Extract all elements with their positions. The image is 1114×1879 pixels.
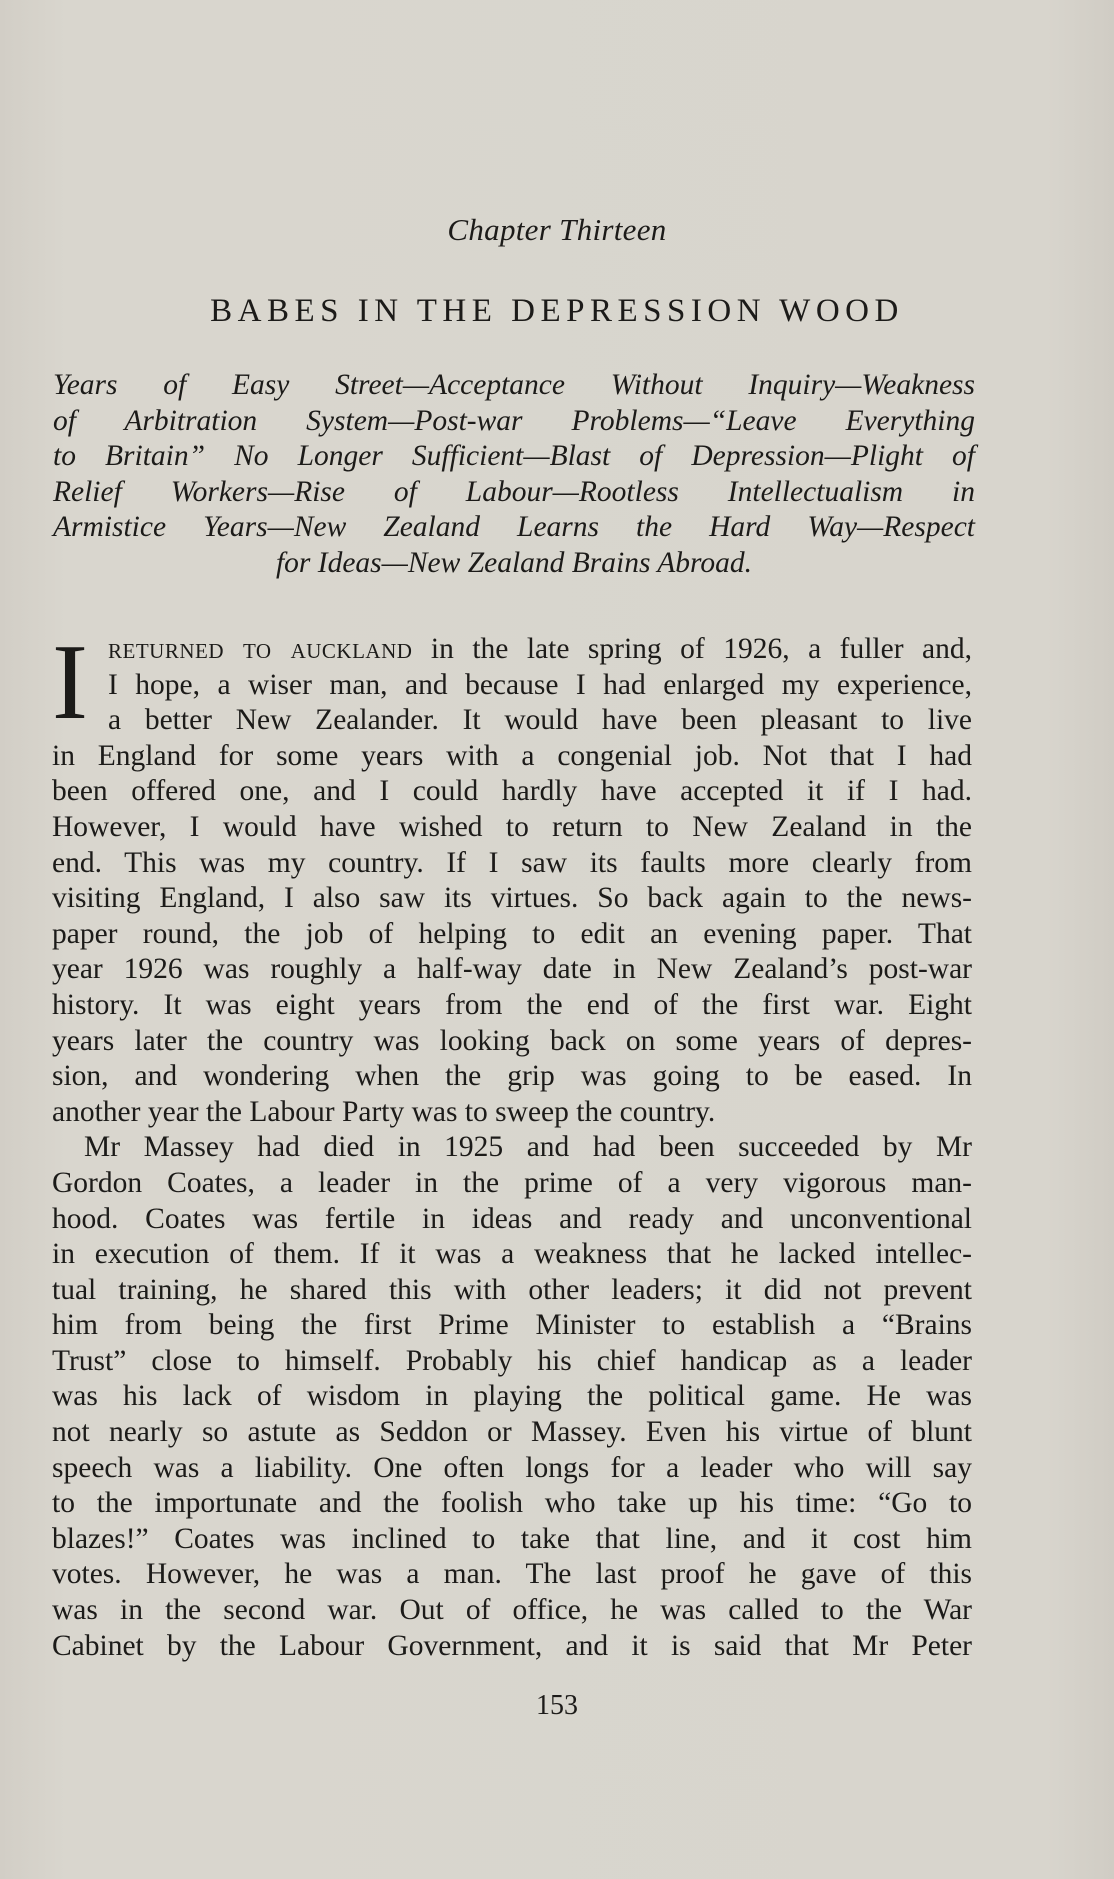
- paragraph-line: blazes!” Coates was inclined to take that line, and it cost him: [52, 1522, 972, 1555]
- chapter-title: BABES IN THE DEPRESSION WOOD: [210, 293, 904, 329]
- first-line-rest: in the late spring of 1926, a fuller and,: [412, 633, 972, 665]
- synopsis-line: Relief Workers—Rise of Labour—Rootless Intellectualism in: [53, 475, 975, 508]
- opening-smallcaps: returned to auckland: [108, 633, 413, 665]
- paragraph-line: history. It was eight years from the end of the first war. Eight: [52, 988, 972, 1021]
- page-number: 153: [536, 1690, 578, 1721]
- synopsis-line: Years of Easy Street—Acceptance Without Inquiry—Weakness: [53, 369, 975, 401]
- synopsis-line: to Britain” No Longer Sufficient—Blast of Depression—Plight of: [53, 440, 975, 472]
- chapter-label: Chapter Thirteen: [447, 212, 667, 247]
- paragraph-line: paper round, the job of helping to edit an evening paper. That: [52, 917, 972, 950]
- paragraph-line: hood. Coates was fertile in ideas and ready and unconventional: [52, 1202, 972, 1235]
- paragraph-line: not nearly so astute as Seddon or Massey. Even his virtue of blunt: [52, 1416, 972, 1449]
- paragraph-line: sion, and wondering when the grip was going to be eased. In: [52, 1060, 972, 1093]
- paragraph-line: year 1926 was roughly a half-way date in New Zealand’s post-war: [52, 953, 972, 986]
- paragraph-line: [108, 632, 972, 668]
- paragraph-line: votes. However, he was a man. The last proof he gave of this: [52, 1558, 972, 1591]
- paragraph-line: a better New Zealander. It would have been pleasant to live: [108, 704, 972, 737]
- paragraph-line: to the importunate and the foolish who take up his time: “Go to: [52, 1487, 972, 1520]
- paragraph-line: been offered one, and I could hardly have accepted it if I had.: [52, 775, 972, 808]
- paragraph-line: in England for some years with a congenial job. Not that I had: [52, 739, 972, 772]
- synopsis-line: of Arbitration System—Post-war Problems—“Leave Everything: [53, 404, 975, 437]
- drop-cap: I: [52, 623, 88, 742]
- paragraph-line: was in the second war. Out of office, he was called to the War: [52, 1594, 972, 1627]
- paragraph-line: another year the Labour Party was to sweep the country.: [52, 1095, 716, 1128]
- synopsis-line: for Ideas—New Zealand Brains Abroad.: [275, 546, 753, 579]
- paragraph-line: Trust” close to himself. Probably his chief handicap as a leader: [52, 1344, 972, 1377]
- chapter-synopsis: [53, 368, 975, 581]
- synopsis-line: Armistice Years—New Zealand Learns the Hard Way—Respect: [53, 511, 975, 543]
- paragraph-line: in execution of them. If it was a weakness that he lacked intellec-: [52, 1238, 972, 1271]
- paragraph-line: Cabinet by the Labour Government, and it is said that Mr Peter: [52, 1629, 972, 1662]
- paragraph-line: was his lack of wisdom in playing the political game. He was: [52, 1380, 972, 1413]
- body-text: [52, 623, 972, 1664]
- paragraph-line: visiting England, I also saw its virtues. So back again to the news-: [52, 882, 972, 915]
- paragraph-line: him from being the first Prime Minister to establish a “Brains: [52, 1309, 972, 1342]
- paragraph-line: speech was a liability. One often longs for a leader who will say: [52, 1451, 972, 1484]
- paragraph-line: end. This was my country. If I saw its faults more clearly from: [52, 846, 972, 879]
- paragraph-line: Mr Massey had died in 1925 and had been succeeded by Mr: [84, 1131, 972, 1164]
- paragraph-line: Gordon Coates, a leader in the prime of a very vigorous man-: [52, 1166, 972, 1199]
- paragraph-line: I hope, a wiser man, and because I had enlarged my experience,: [108, 668, 972, 701]
- paragraph-line: tual training, he shared this with other leaders; it did not prevent: [52, 1273, 972, 1306]
- paragraph-line: However, I would have wished to return to New Zealand in the: [52, 810, 972, 843]
- paragraph-line: years later the country was looking back on some years of depres-: [52, 1024, 972, 1057]
